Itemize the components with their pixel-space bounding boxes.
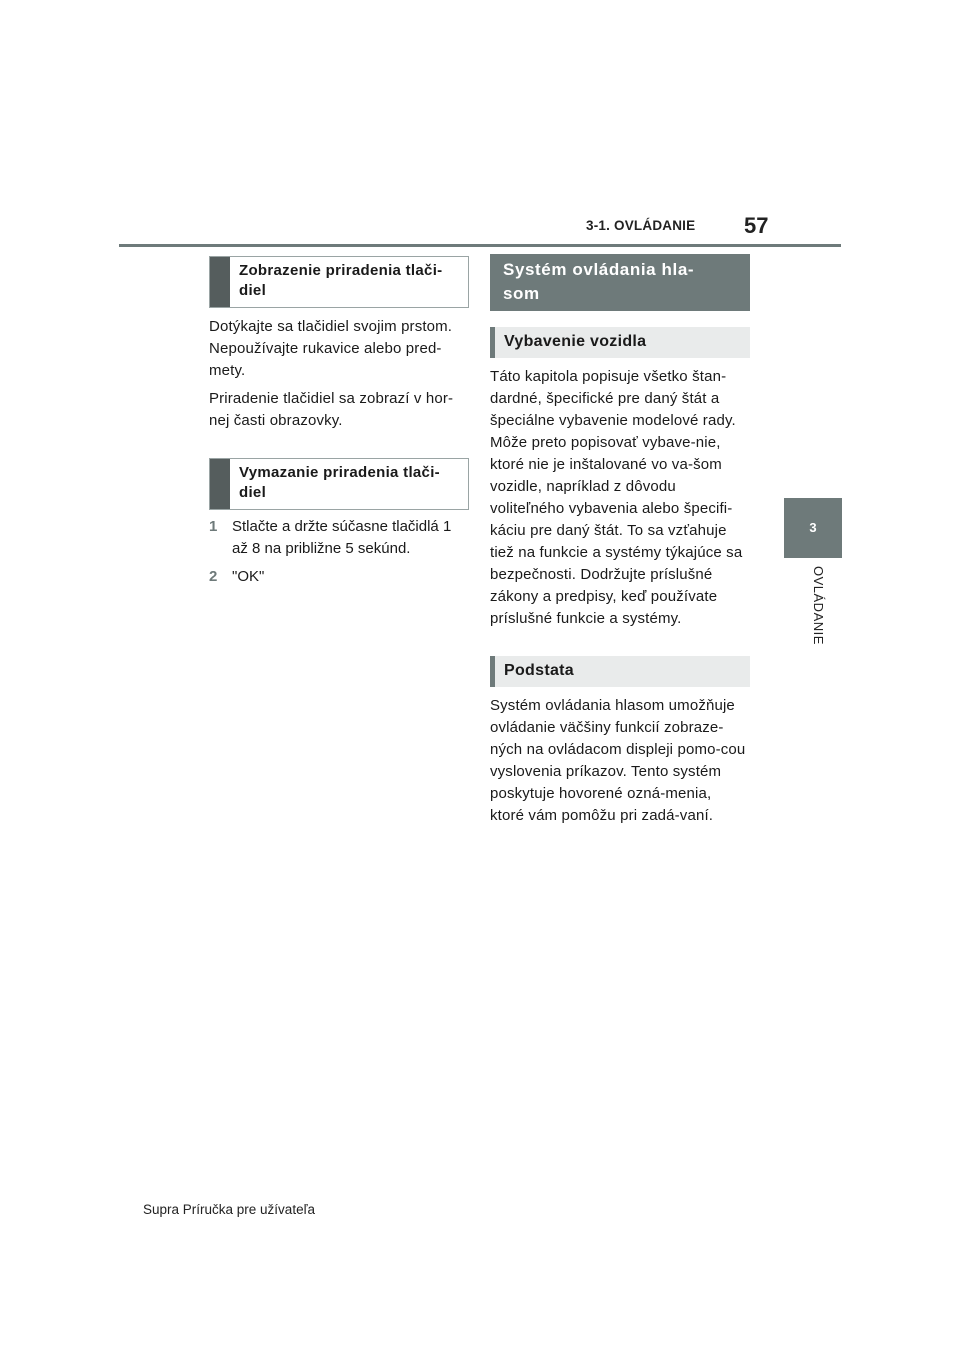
subheading-principle	[490, 656, 750, 687]
subheading-text: Vybavenie vozidla	[504, 333, 647, 350]
step-number: 2	[209, 568, 218, 585]
step-item	[209, 566, 469, 588]
step-item	[209, 516, 469, 560]
subheading-text: Podstata	[504, 662, 574, 679]
heading-marker	[210, 257, 230, 307]
heading-delete-assignment	[209, 458, 469, 510]
footer-text: Supra Príručka pre užívateľa	[143, 1202, 316, 1217]
step-text: Stlačte a držte súčasne tlačidlá 1 až 8 na približne 5 sekúnd.	[232, 518, 452, 557]
paragraph-assignment-shown: Priradenie tlačidiel sa zobrazí v hor-nej časti obrazovky.	[209, 390, 454, 429]
heading-marker	[210, 459, 230, 509]
step-number: 1	[209, 518, 218, 535]
heading-text: Vymazanie priradenia tlači- diel	[239, 464, 440, 501]
heading-button-assignment-display	[209, 256, 469, 308]
paragraph-principle: Systém ovládania hlasom umožňuje ovládanie väčšiny funkcií zobraze-ných na ovládacom displeji pomo-cou vyslovenia príkazov. Tento systém poskytuje hovorené ozná-menia, ktoré vám pomôžu pri zadá-vaní.	[490, 697, 746, 824]
step-text: "OK"	[232, 568, 265, 585]
left-column	[209, 256, 469, 588]
section-title-voice-control: Systém ovládania hla- som	[490, 254, 750, 311]
chapter-tab[interactable]: 3	[784, 498, 842, 558]
subheading-vehicle-equipment	[490, 327, 750, 358]
chapter-tab-label: OVLÁDANIE	[811, 566, 826, 645]
paragraph-touch-buttons: Dotýkajte sa tlačidiel svojim prstom. Nepoužívajte rukavice alebo pred-mety.	[209, 318, 453, 379]
page-number: 57	[744, 213, 769, 238]
right-column	[490, 254, 750, 827]
header-divider	[119, 244, 841, 247]
heading-text: Zobrazenie priradenia tlači- diel	[239, 262, 443, 299]
chapter-title: 3-1. OVLÁDANIE	[586, 218, 696, 233]
paragraph-vehicle-equipment: Táto kapitola popisuje všetko štan-dardné, špecifické pre daný štát a špeciálne vybavenie modelové rady. Môže preto popisovať vybave-nie, ktoré nie je inštalované vo va-šom vozidle, napríklad z dôvodu voliteľného vybavenia alebo špecifi-káciu pre daný štát. To sa vzťahuje tiež na funkcie a systémy týkajúce sa bezpečnosti. Dodržujte príslušné zákony a predpisy, keď používate príslušné funkcie a systémy.	[490, 368, 743, 627]
